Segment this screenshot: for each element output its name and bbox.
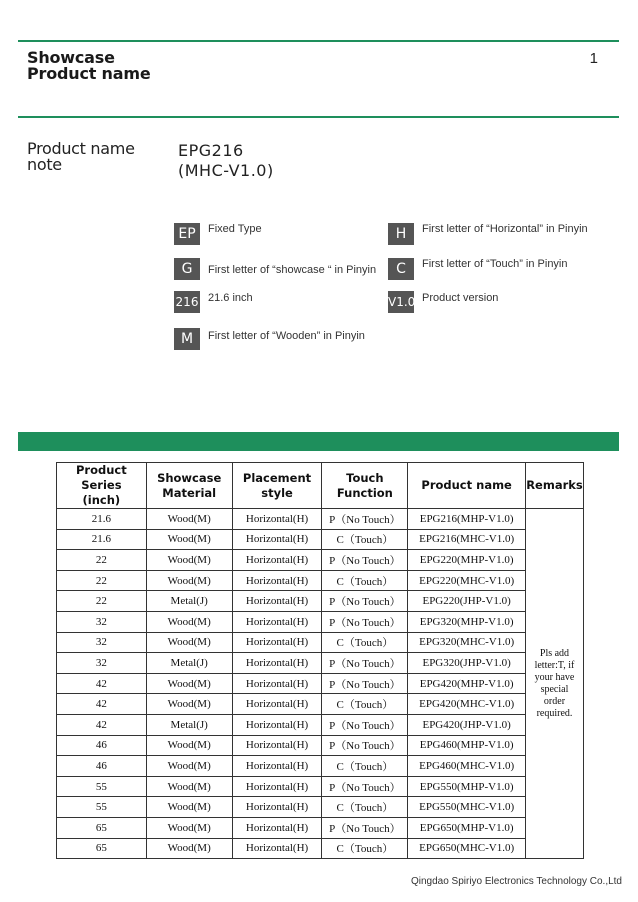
cell-touch: C（Touch） [322,529,408,550]
cell-product-name: EPG420(JHP-V1.0) [408,714,526,735]
cell-placement: Horizontal(H) [232,838,322,859]
cell-touch: C（Touch） [322,570,408,591]
cell-material: Metal(J) [146,653,232,674]
table-header-row [57,463,584,509]
cell-series: 46 [57,735,147,756]
product-name-value [178,141,274,181]
middle-divider [18,116,619,118]
cell-product-name: EPG460(MHC-V1.0) [408,756,526,777]
cell-material: Wood(M) [146,797,232,818]
header-product-series: Product Series (inch) [57,463,147,509]
cell-material: Metal(J) [146,591,232,612]
table-row [57,756,584,777]
cell-material: Wood(M) [146,570,232,591]
section-band [18,432,619,451]
cell-material: Wood(M) [146,776,232,797]
company-footer: Qingdao Spiriyo Electronics Technology Co.,Ltd [410,876,622,887]
table-row [57,653,584,674]
table-row [57,570,584,591]
table-row [57,735,584,756]
cell-series: 32 [57,653,147,674]
cell-material: Wood(M) [146,529,232,550]
table-row [57,714,584,735]
table-row [57,611,584,632]
cell-touch: P（No Touch） [322,735,408,756]
cell-touch: P（No Touch） [322,611,408,632]
cell-material: Wood(M) [146,694,232,715]
legend-description: First letter of “showcase “ in Pinyin [208,264,377,276]
legend-description: First letter of “Wooden” in Pinyin [208,330,365,342]
header-touch-function: Touch Function [322,463,408,509]
cell-placement: Horizontal(H) [232,591,322,612]
page-number: 1 [589,50,598,67]
cell-touch: C（Touch） [322,797,408,818]
cell-product-name: EPG220(MHC-V1.0) [408,570,526,591]
cell-touch: P（No Touch） [322,653,408,674]
cell-material: Wood(M) [146,817,232,838]
cell-series: 22 [57,591,147,612]
page-title [27,50,150,82]
cell-product-name: EPG420(MHP-V1.0) [408,673,526,694]
legend-description: Product version [422,292,499,304]
cell-series: 21.6 [57,509,147,530]
product-code: EPG216 [178,141,244,160]
legend-code-badge: V1.0 [388,291,414,313]
title-line-2: Product name [27,64,151,83]
cell-material: Metal(J) [146,714,232,735]
cell-placement: Horizontal(H) [232,570,322,591]
product-spec-table [56,462,584,859]
cell-touch: C（Touch） [322,632,408,653]
cell-product-name: EPG216(MHC-V1.0) [408,529,526,550]
cell-touch: P（No Touch） [322,673,408,694]
cell-placement: Horizontal(H) [232,817,322,838]
cell-touch: C（Touch） [322,756,408,777]
cell-product-name: EPG550(MHC-V1.0) [408,797,526,818]
cell-placement: Horizontal(H) [232,611,322,632]
cell-placement: Horizontal(H) [232,632,322,653]
legend-code-badge: G [174,258,200,280]
top-divider [18,40,619,42]
cell-placement: Horizontal(H) [232,550,322,571]
cell-placement: Horizontal(H) [232,714,322,735]
table-row [57,550,584,571]
cell-placement: Horizontal(H) [232,776,322,797]
cell-touch: P（No Touch） [322,550,408,571]
cell-series: 21.6 [57,529,147,550]
cell-series: 42 [57,694,147,715]
cell-touch: P（No Touch） [322,817,408,838]
product-name-label-line-2: note [27,155,62,174]
cell-product-name: EPG420(MHC-V1.0) [408,694,526,715]
cell-touch: P（No Touch） [322,591,408,612]
product-name-label [27,141,135,173]
table-row [57,529,584,550]
cell-placement: Horizontal(H) [232,653,322,674]
legend-description: Fixed Type [208,223,262,235]
cell-material: Wood(M) [146,611,232,632]
legend-description: 21.6 inch [208,292,253,304]
header-showcase-material: Showcase Material [146,463,232,509]
header-placement-style: Placement style [232,463,322,509]
cell-material: Wood(M) [146,509,232,530]
cell-material: Wood(M) [146,838,232,859]
cell-series: 42 [57,673,147,694]
cell-placement: Horizontal(H) [232,673,322,694]
cell-touch: P（No Touch） [322,776,408,797]
cell-product-name: EPG220(MHP-V1.0) [408,550,526,571]
cell-placement: Horizontal(H) [232,509,322,530]
table-row [57,694,584,715]
cell-product-name: EPG650(MHC-V1.0) [408,838,526,859]
table-row [57,509,584,530]
cell-material: Wood(M) [146,735,232,756]
cell-material: Wood(M) [146,756,232,777]
cell-product-name: EPG460(MHP-V1.0) [408,735,526,756]
cell-placement: Horizontal(H) [232,735,322,756]
cell-touch: P（No Touch） [322,509,408,530]
cell-series: 55 [57,776,147,797]
cell-placement: Horizontal(H) [232,756,322,777]
cell-product-name: EPG320(MHP-V1.0) [408,611,526,632]
cell-series: 55 [57,797,147,818]
table-row [57,776,584,797]
table-row [57,817,584,838]
table-row [57,632,584,653]
header-remarks: Remarks [525,463,583,509]
product-name-label-line-1: Product name [27,139,135,158]
cell-material: Wood(M) [146,550,232,571]
cell-placement: Horizontal(H) [232,694,322,715]
cell-remarks: Pls add letter:T, if your have special order required. [525,509,583,859]
cell-series: 32 [57,611,147,632]
title-line-1: Showcase [27,48,115,67]
cell-product-name: EPG320(JHP-V1.0) [408,653,526,674]
cell-series: 22 [57,550,147,571]
table-row [57,797,584,818]
product-variant: (MHC-V1.0) [178,161,274,180]
cell-product-name: EPG216(MHP-V1.0) [408,509,526,530]
cell-touch: C（Touch） [322,694,408,715]
header-product-name: Product name [408,463,526,509]
cell-series: 22 [57,570,147,591]
legend-description: First letter of “Horizontal” in Pinyin [422,223,588,235]
legend-code-badge: M [174,328,200,350]
cell-series: 46 [57,756,147,777]
cell-series: 65 [57,838,147,859]
cell-series: 32 [57,632,147,653]
cell-product-name: EPG220(JHP-V1.0) [408,591,526,612]
legend-code-badge: 216 [174,291,200,313]
cell-touch: P（No Touch） [322,714,408,735]
legend-description: First letter of “Touch” in Pinyin [422,258,568,270]
cell-material: Wood(M) [146,632,232,653]
cell-product-name: EPG650(MHP-V1.0) [408,817,526,838]
cell-placement: Horizontal(H) [232,529,322,550]
table-row [57,673,584,694]
cell-material: Wood(M) [146,673,232,694]
legend-code-badge: H [388,223,414,245]
cell-placement: Horizontal(H) [232,797,322,818]
cell-series: 42 [57,714,147,735]
cell-product-name: EPG550(MHP-V1.0) [408,776,526,797]
table-row [57,591,584,612]
legend-code-badge: EP [174,223,200,245]
cell-series: 65 [57,817,147,838]
cell-touch: C（Touch） [322,838,408,859]
legend-code-badge: C [388,258,414,280]
cell-product-name: EPG320(MHC-V1.0) [408,632,526,653]
table-row [57,838,584,859]
